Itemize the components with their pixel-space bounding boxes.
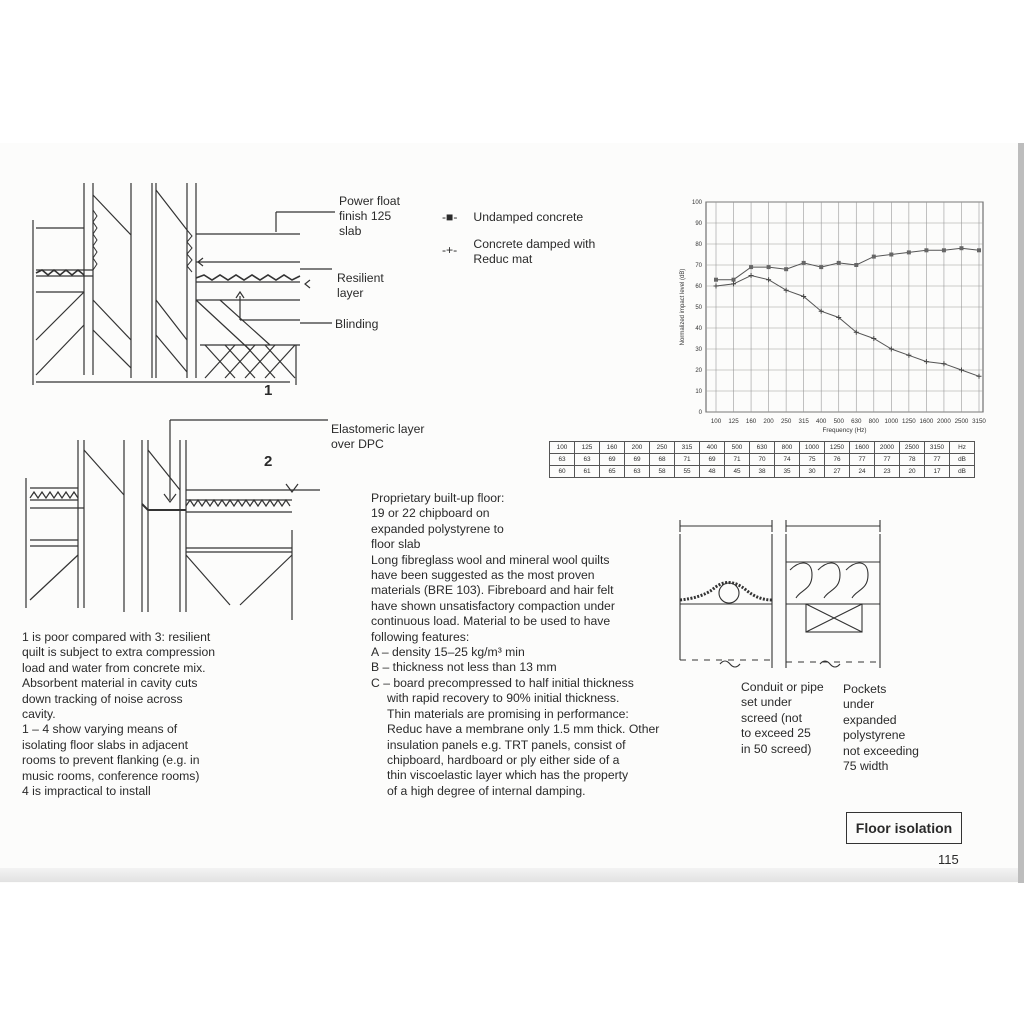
middle-note-line-12: B – thickness not less than 13 mm	[371, 660, 557, 675]
table-cell: 200	[625, 442, 650, 454]
table-cell: 78	[900, 454, 925, 466]
x-tick-label: 500	[833, 418, 844, 425]
table-cell: dB	[950, 466, 975, 478]
conduit-caption-line-1: Conduit or pipe	[741, 680, 824, 694]
x-tick-label: 1000	[884, 418, 899, 425]
x-tick-label: 3150	[972, 418, 986, 425]
table-cell: 77	[875, 454, 900, 466]
y-axis-label: Normalized impact level (dB)	[680, 268, 686, 346]
middle-note-line-10: following features:	[371, 629, 470, 644]
x-tick-label: 2500	[954, 418, 969, 425]
power-float-line-3: slab	[339, 224, 362, 238]
table-cell: dB	[950, 454, 975, 466]
table-cell: 77	[925, 454, 950, 466]
conduit-caption-line-4: to exceed 25	[741, 726, 811, 741]
middle-note-line-7: materials (BRE 103). Fibreboard and hair felt	[371, 583, 614, 598]
legend-text-damped-2: Reduc mat	[473, 252, 533, 266]
table-cell: 63	[550, 454, 575, 466]
pockets-caption	[843, 682, 919, 774]
middle-note-line-18: chipboard, hardboard or ply either side of a	[387, 752, 620, 767]
middle-note-line-20: of a high degree of internal damping.	[387, 783, 586, 798]
y-tick-label: 90	[695, 221, 702, 227]
table-cell: 71	[725, 454, 750, 466]
middle-note-line-9: continuous load. Material to be used to have	[371, 614, 611, 629]
conduit-caption-line-3: screed (not	[741, 710, 802, 725]
x-tick-label: 100	[710, 418, 722, 425]
table-cell: 630	[750, 442, 775, 454]
table-cell: 2000	[875, 442, 900, 454]
table-cell: 125	[575, 442, 600, 454]
table-cell: 38	[750, 466, 775, 478]
table-cell: 70	[750, 454, 775, 466]
table-cell: 55	[675, 466, 700, 478]
pockets-caption-line-1: Pockets	[843, 682, 887, 696]
y-tick-label: 40	[695, 326, 702, 332]
x-tick-label: 1600	[919, 418, 934, 425]
table-cell: 100	[550, 442, 575, 454]
y-tick-label: 60	[695, 284, 702, 290]
middle-note-line-3: expanded polystyrene to	[371, 521, 504, 536]
pockets-caption-line-2: under	[843, 697, 875, 712]
left-note-line-2: quilt is subject to extra compression	[22, 645, 216, 660]
left-note-line-1: 1 is poor compared with 3: resilient	[22, 630, 211, 644]
table-cell: 500	[725, 442, 750, 454]
page-number: 115	[938, 852, 959, 867]
left-note-line-5: down tracking of noise across	[22, 691, 183, 706]
table-cell: 69	[700, 454, 725, 466]
left-note-line-6: cavity.	[22, 707, 56, 722]
pockets-caption-line-6: 75 width	[843, 759, 889, 774]
legend-marker-square: -■-	[442, 210, 458, 224]
middle-note-line-13: C – board precompressed to half initial thickness	[371, 675, 634, 690]
y-tick-label: 20	[695, 368, 702, 374]
x-tick-label: 800	[868, 418, 879, 425]
x-tick-label: 1250	[901, 418, 916, 425]
table-cell: 63	[625, 466, 650, 478]
x-tick-label: 315	[798, 418, 809, 425]
table-cell: 58	[650, 466, 675, 478]
figure-number-2: 2	[264, 453, 273, 470]
pockets-caption-line-3: expanded	[843, 712, 897, 727]
table-cell: 75	[800, 454, 825, 466]
y-tick-label: 0	[698, 410, 702, 416]
table-cell: 1000	[800, 442, 825, 454]
y-tick-label: 50	[695, 305, 702, 311]
table-cell: 65	[600, 466, 625, 478]
table-cell: 68	[650, 454, 675, 466]
left-note-line-11: 4 is impractical to install	[22, 784, 151, 799]
y-tick-label: 70	[695, 263, 702, 269]
table-cell: 48	[700, 466, 725, 478]
left-note-line-8: isolating floor slabs in adjacent	[22, 737, 188, 752]
middle-note-line-17: insulation panels e.g. TRT panels, consist of	[387, 737, 626, 752]
table-cell: 77	[850, 454, 875, 466]
elastomeric-line-2: over DPC	[331, 437, 384, 451]
y-tick-label: 100	[691, 200, 702, 206]
table-cell: 20	[900, 466, 925, 478]
table-cell: 71	[675, 454, 700, 466]
middle-note-line-14: with rapid recovery to 90% initial thickness.	[387, 691, 620, 706]
conduit-caption	[741, 680, 824, 757]
x-tick-label: 630	[851, 418, 862, 425]
power-float-line-1: Power float	[339, 194, 400, 208]
resilient-line-1: Resilient	[337, 271, 384, 285]
middle-note-line-2: 19 or 22 chipboard on	[371, 506, 490, 521]
table-cell: 74	[775, 454, 800, 466]
legend-marker-plus: -+-	[442, 243, 458, 257]
middle-note-line-11: A – density 15–25 kg/m³ min	[371, 645, 525, 660]
table-cell: 30	[800, 466, 825, 478]
middle-note-line-15: Thin materials are promising in performance:	[387, 706, 629, 721]
elastomeric-line-1: Elastomeric layer	[331, 422, 425, 436]
table-cell: 17	[925, 466, 950, 478]
legend-text-undamped: Undamped concrete	[473, 210, 584, 224]
middle-note-line-5: Long fibreglass wool and mineral wool quilts	[371, 552, 610, 567]
y-tick-label: 30	[695, 347, 702, 353]
middle-note-line-4: floor slab	[371, 537, 421, 552]
table-cell: 24	[850, 466, 875, 478]
y-tick-label: 80	[695, 242, 702, 248]
table-cell: 23	[875, 466, 900, 478]
x-tick-label: 160	[745, 418, 757, 425]
x-axis-label: Frequency (Hz)	[822, 427, 867, 434]
table-cell: 1250	[825, 442, 850, 454]
table-cell: Hz	[950, 442, 975, 454]
pockets-caption-line-5: not exceeding	[843, 743, 919, 758]
x-tick-label: 2000	[937, 418, 951, 425]
table-cell: 3150	[925, 442, 950, 454]
conduit-caption-line-2: set under	[741, 695, 792, 710]
middle-note-line-1: Proprietary built-up floor:	[371, 491, 505, 505]
table-cell: 160	[600, 442, 625, 454]
table-cell: 76	[825, 454, 850, 466]
middle-note-line-16: Reduc have a membrane only 1.5 mm thick. Other	[387, 722, 660, 737]
left-note-line-9: rooms to prevent flanking (e.g. in	[22, 753, 200, 768]
left-note-line-3: load and water from concrete mix.	[22, 660, 206, 675]
table-cell: 400	[700, 442, 725, 454]
middle-note-line-6: have been suggested as the most proven	[371, 568, 595, 583]
table-cell: 63	[575, 454, 600, 466]
table-cell: 27	[825, 466, 850, 478]
pockets-caption-line-4: polystyrene	[843, 728, 906, 743]
left-note-line-4: Absorbent material in cavity cuts	[22, 676, 198, 691]
table-cell: 60	[550, 466, 575, 478]
middle-note-line-8: have shown unsatisfactory compaction under	[371, 598, 615, 613]
y-tick-label: 10	[695, 389, 702, 395]
x-tick-label: 250	[780, 418, 792, 425]
table-cell: 69	[625, 454, 650, 466]
table-cell: 800	[775, 442, 800, 454]
section-title: Floor isolation	[846, 812, 962, 844]
power-float-line-2: finish 125	[339, 209, 392, 223]
table-cell: 315	[675, 442, 700, 454]
figure-number-1: 1	[264, 382, 273, 399]
middle-note-line-19: thin viscoelastic layer which has the property	[387, 768, 629, 783]
x-tick-label: 125	[728, 418, 739, 425]
conduit-caption-line-5: in 50 screed)	[741, 741, 812, 756]
table-cell: 250	[650, 442, 675, 454]
table-cell: 45	[725, 466, 750, 478]
x-tick-label: 200	[763, 418, 774, 425]
x-tick-label: 400	[816, 418, 827, 425]
left-note-line-10: music rooms, conference rooms)	[22, 768, 200, 783]
table-cell: 35	[775, 466, 800, 478]
table-cell: 61	[575, 466, 600, 478]
table-cell: 2500	[900, 442, 925, 454]
table-cell: 1600	[850, 442, 875, 454]
legend-text-damped-1: Concrete damped with	[473, 237, 596, 251]
table-cell: 69	[600, 454, 625, 466]
blinding-label: Blinding	[335, 317, 379, 331]
resilient-line-2: layer	[337, 286, 364, 300]
left-note-line-7: 1 – 4 show varying means of	[22, 722, 178, 737]
